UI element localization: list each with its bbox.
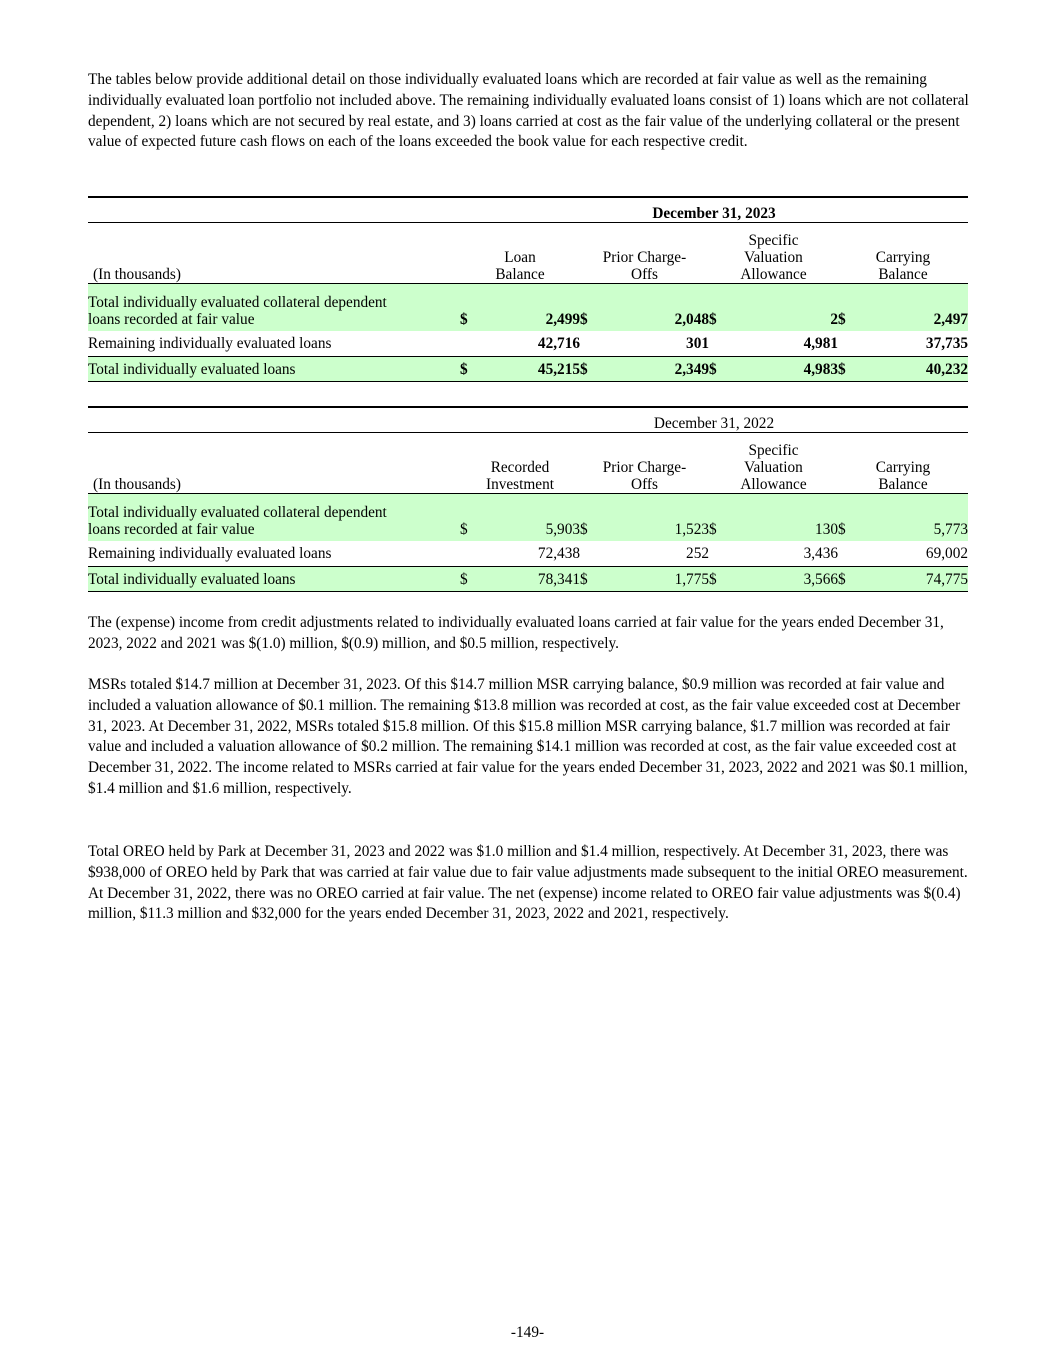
cell-value: 72,438	[537, 545, 580, 562]
col-header-carrying-balance: Carrying Balance	[838, 433, 968, 494]
currency-symbol: $	[838, 494, 860, 542]
row-label: Total individually evaluated loans	[88, 357, 460, 382]
table-2023-period: December 31, 2023	[460, 197, 968, 223]
cell-value: 2,048	[602, 284, 709, 332]
currency-symbol: $	[709, 494, 731, 542]
cell-value: 4,983	[731, 357, 838, 382]
cell-value: 5,773	[860, 494, 968, 542]
cell-value: 252	[686, 545, 709, 562]
cell-value: 78,341	[482, 567, 580, 592]
page-number: -149-	[510, 1324, 545, 1341]
cell-value: 2,349	[602, 357, 709, 382]
currency-symbol: $	[460, 567, 482, 592]
cell-value: 301	[686, 335, 709, 352]
cell-value: 42,716	[537, 335, 580, 352]
table-2022-period: December 31, 2022	[460, 407, 968, 433]
currency-symbol: $	[709, 567, 731, 592]
currency-symbol: $	[709, 284, 731, 332]
currency-symbol: $	[460, 494, 482, 542]
currency-symbol: $	[460, 284, 482, 332]
cell-value: 40,232	[860, 357, 968, 382]
col-header-loan-balance: Loan Balance	[460, 223, 580, 284]
table-total-row	[88, 357, 968, 382]
table-2023	[88, 196, 968, 382]
row-label: Total individually evaluated collateral dependent loans recorded at fair value	[88, 284, 460, 332]
msrs-paragraph: MSRs totaled $14.7 million at December 31, 2023. Of this $14.7 million MSR carrying balance, $0.9 million was recorded at fair value and included a valuation allowance of $0.1 million. The remaining $13.8 million was recorded at cost, as the fair value exceeded cost at December 31, 2023. At December 31, 2022, MSRs totaled $15.8 million. Of this $15.8 million MSR carrying balance, $1.7 million was recorded at fair value and included a valuation allowance of $0.2 million. The remaining $14.1 million was recorded at cost, as the fair value exceeded cost at December 31, 2022. The income related to MSRs carried at fair value for the years ended December 31, 2023, 2022 and 2021 was $0.1 million, $1.4 million and $1.6 million, respectively.	[88, 676, 968, 797]
intro-paragraph: The tables below provide additional detail on those individually evaluated loans which are recorded at fair value as well as the remaining individually evaluated loan portfolio not included above. The remaining individually evaluated loans consist of 1) loans which are not collateral dependent, 2) loans which are not secured by real estate, and 3) loans carried at cost as the fair value of the underlying collateral or the present value of expected future cash flows on each of the loans exceeded the book value for each respective credit.	[88, 71, 969, 151]
col-header-recorded-investment: Recorded Investment	[460, 433, 580, 494]
col-header-specific-valuation-allowance: Specific Valuation Allowance	[709, 223, 838, 284]
cell-value: 37,735	[925, 335, 968, 352]
cell-value: 2,499	[482, 284, 580, 332]
table-row	[88, 331, 968, 357]
cell-value: 1,523	[602, 494, 709, 542]
currency-symbol: $	[460, 357, 482, 382]
cell-value: 5,903	[482, 494, 580, 542]
cell-value: 2,497	[860, 284, 968, 332]
currency-symbol: $	[709, 357, 731, 382]
col-header-specific-valuation-allowance: Specific Valuation Allowance	[709, 433, 838, 494]
cell-value: 3,566	[731, 567, 838, 592]
cell-value: 2	[731, 284, 838, 332]
oreo-paragraph: Total OREO held by Park at December 31, 2023 and 2022 was $1.0 million and $1.4 million, respectively. At December 31, 2023, there was $938,000 of OREO held by Park that was carried at fair value due to fair value adjustments made subsequent to the initial OREO measurement. At December 31, 2022, there was no OREO carried at fair value. The net (expense) income related to OREO fair value adjustments was $(0.4) million, $11.3 million and $32,000 for the years ended December 31, 2023, 2022 and 2021, respectively.	[88, 843, 968, 923]
cell-value: 130	[731, 494, 838, 542]
currency-symbol: $	[838, 284, 860, 332]
cell-value: 3,436	[803, 545, 838, 562]
cell-value: 1,775	[602, 567, 709, 592]
currency-symbol: $	[580, 284, 602, 332]
cell-value: 69,002	[925, 545, 968, 562]
currency-symbol: $	[580, 494, 602, 542]
table-2022	[88, 406, 968, 592]
table-row	[88, 494, 968, 542]
units-label: (In thousands)	[88, 223, 460, 284]
table-row	[88, 284, 968, 332]
currency-symbol: $	[838, 357, 860, 382]
row-label: Remaining individually evaluated loans	[88, 335, 332, 352]
row-label: Total individually evaluated collateral dependent loans recorded at fair value	[88, 494, 460, 542]
col-header-prior-charge-offs: Prior Charge- Offs	[580, 223, 709, 284]
table-total-row	[88, 567, 968, 592]
row-label: Total individually evaluated loans	[88, 567, 460, 592]
col-header-prior-charge-offs: Prior Charge- Offs	[580, 433, 709, 494]
currency-symbol: $	[580, 357, 602, 382]
cell-value: 74,775	[860, 567, 968, 592]
col-header-carrying-balance: Carrying Balance	[838, 223, 968, 284]
credit-adjustments-paragraph: The (expense) income from credit adjustments related to individually evaluated loans carried at fair value for the years ended December 31, 2023, 2022 and 2021 was $(1.0) million, $(0.9) million, and $0.5 million, respectively.	[88, 614, 944, 652]
cell-value: 4,981	[803, 335, 838, 352]
units-label: (In thousands)	[88, 433, 460, 494]
currency-symbol: $	[580, 567, 602, 592]
table-row	[88, 541, 968, 567]
row-label: Remaining individually evaluated loans	[88, 545, 332, 562]
currency-symbol: $	[838, 567, 860, 592]
cell-value: 45,215	[482, 357, 580, 382]
